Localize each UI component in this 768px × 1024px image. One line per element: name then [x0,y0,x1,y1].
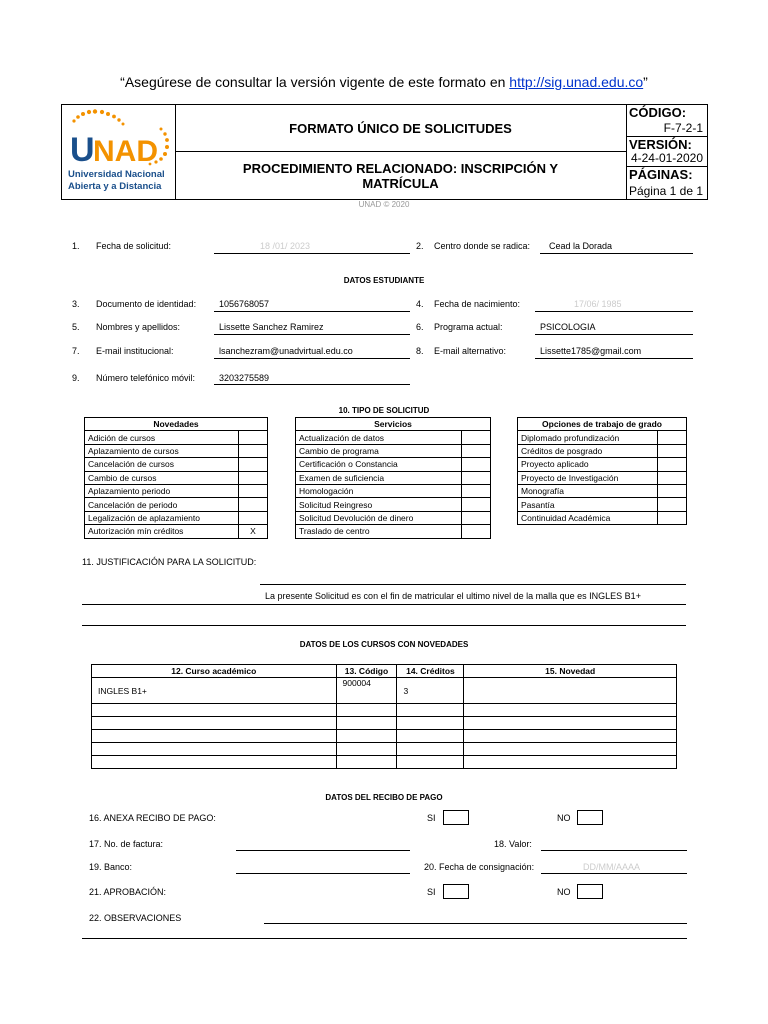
paginas-cell: PÁGINAS: Página 1 de 1 [628,167,703,198]
anexa-si-checkbox[interactable] [443,810,469,825]
opciones-row [518,431,687,444]
sig-link[interactable]: http://sig.unad.edu.co [509,74,644,90]
version-cell: VERSIÓN: 4-24-01-2020 [626,137,707,167]
opciones-row [518,498,687,511]
valor-label: 18. Valor: [494,839,532,849]
fecha-solicitud-label: Fecha de solicitud: [96,241,172,251]
cursos-cell[interactable] [92,743,337,756]
factura-field[interactable] [236,850,410,851]
cursos-table [91,664,677,769]
servicios-row [296,458,491,471]
cursos-cell[interactable] [336,717,397,730]
cursos-header-cell: 12. Curso académico [92,665,337,678]
telefono-value[interactable]: 3203275589 [219,373,270,383]
nacimiento-label: Fecha de nacimiento: [434,299,521,309]
opciones-row [518,471,687,484]
nombres-label: Nombres y apellidos: [96,322,181,332]
novedades-item-label: Autorización mín créditos [85,525,239,538]
fecha-solicitud-value[interactable]: 18 /01/ 2023 [260,241,311,251]
centro-label: Centro donde se radica: [434,241,531,251]
table-row [92,756,677,769]
cursos-title: DATOS DE LOS CURSOS CON NOVEDADES [299,640,469,649]
cursos-cell[interactable]: INGLES B1+ [92,678,337,704]
table-row [92,704,677,717]
cursos-cell[interactable] [397,743,464,756]
novedades-checkbox[interactable] [239,511,268,524]
valor-field[interactable] [541,850,687,851]
servicios-row [296,444,491,457]
opciones-item-label: Créditos de posgrado [518,444,658,457]
servicios-row [296,511,491,524]
opciones-row [518,444,687,457]
email-alt-value[interactable]: Lissette1785@gmail.com [540,346,642,356]
svg-text:NAD: NAD [93,135,158,168]
cursos-cell[interactable]: 3 [397,678,464,704]
novedades-checkbox[interactable] [239,484,268,497]
opciones-checkbox[interactable] [658,444,687,457]
servicios-item-label: Traslado de centro [296,525,462,538]
banco-label: 19. Banco: [89,862,133,872]
aprobacion-label: 21. APROBACIÓN: [89,887,167,897]
pago-title: DATOS DEL RECIBO DE PAGO [325,793,443,802]
novedades-item-label: Aplazamiento de cursos [85,444,239,457]
cursos-cell[interactable] [397,756,464,769]
svg-text:U: U [70,131,95,169]
version-value: 4-24-01-2020 [630,151,703,165]
table-row [92,730,677,743]
form-header [61,104,708,200]
paginas-value: Página 1 de 1 [628,184,703,198]
cursos-header-cell: 15. Novedad [464,665,677,678]
cursos-cell[interactable] [397,717,464,730]
servicios-row [296,471,491,484]
novedades-item-label: Cancelación de cursos [85,458,239,471]
novedades-item-label: Legalización de aplazamiento [85,511,239,524]
cursos-header-cell: 13. Código [336,665,397,678]
cursos-cell[interactable]: 900004 [336,678,397,704]
servicios-checkbox[interactable] [462,471,491,484]
novedades-row [85,525,268,538]
programa-value[interactable]: PSICOLOGIA [540,322,596,332]
cursos-cell[interactable] [92,756,337,769]
servicios-item-label: Certificación o Constancia [296,458,462,471]
codigo-value: F-7-2-1 [663,121,703,135]
version-notice: “Asegúrese de consultar la versión vigente de este formato en http://sig.unad.edu.co” [120,74,648,90]
servicios-checkbox[interactable] [462,511,491,524]
opciones-checkbox[interactable] [658,498,687,511]
servicios-item-label: Cambio de programa [296,444,462,457]
servicios-checkbox[interactable] [462,498,491,511]
email-inst-value[interactable]: lsanchezram@unadvirtual.edu.co [219,346,353,356]
novedades-item-label: Aplazamiento periodo [85,484,239,497]
servicios-item-label: Homologación [296,484,462,497]
email-inst-label: E-mail institucional: [96,346,174,356]
justificacion-text[interactable]: La presente Solicitud es con el fin de matricular el ultimo nivel de la malla que es INGLES B1+ [265,591,641,601]
servicios-row [296,484,491,497]
novedades-item-label: Cancelación de periodo [85,498,239,511]
cursos-cell[interactable] [397,730,464,743]
documento-value[interactable]: 1056768057 [219,299,270,309]
servicios-table: Servicios Actualización de datos Cambio de programa Certificación o Constancia Examen de suficiencia Homologación Solicitud Reingreso Solicitud Devolución de dinero Traslado de centro [295,417,491,539]
copyright: UNAD © 2020 [358,200,410,209]
servicios-row [296,431,491,444]
cursos-cell[interactable] [336,704,397,717]
novedades-item-label: Adición de cursos [85,431,239,444]
opciones-row [518,458,687,471]
cursos-cell[interactable] [336,730,397,743]
cursos-header-cell: 14. Créditos [397,665,464,678]
opciones-item-label: Proyecto aplicado [518,458,658,471]
novedades-row [85,498,268,511]
cursos-cell[interactable] [464,756,677,769]
opciones-checkbox[interactable] [658,471,687,484]
novedades-row [85,431,268,444]
codigo-cell: CÓDIGO: F-7-2-1 [626,105,707,137]
servicios-item-label: Examen de suficiencia [296,471,462,484]
programa-label: Programa actual: [434,322,503,332]
novedades-item-label: Cambio de cursos [85,471,239,484]
novedades-row [85,471,268,484]
nacimiento-value[interactable]: 17/06/ 1985 [574,299,622,309]
novedades-checkbox[interactable] [239,471,268,484]
anexa-no-checkbox[interactable] [577,810,603,825]
servicios-checkbox[interactable] [462,525,491,538]
email-alt-label: E-mail alternativo: [434,346,507,356]
justificacion-label: 11. JUSTIFICACIÓN PARA LA SOLICITUD: [82,557,257,567]
cursos-cell[interactable] [336,743,397,756]
table-row [92,678,677,704]
opciones-item-label: Pasantía [518,498,658,511]
cursos-cell[interactable] [464,678,677,704]
cursos-cell[interactable] [336,756,397,769]
cursos-cell[interactable] [92,730,337,743]
opciones-table: Opciones de trabajo de grado Diplomado profundización Créditos de posgrado Proyecto aplicado Proyecto de Investigación Monografía Pasantía Continuidad Académica [517,417,687,525]
novedades-row [85,484,268,497]
novedades-checkbox[interactable] [239,444,268,457]
opciones-checkbox[interactable] [658,431,687,444]
centro-value[interactable]: Cead la Dorada [549,241,613,251]
unad-logo-icon [62,105,175,199]
servicios-checkbox[interactable] [462,484,491,497]
table-row [92,717,677,730]
cursos-cell[interactable] [92,717,337,730]
observaciones-label: 22. OBSERVACIONES [89,913,182,923]
servicios-checkbox[interactable] [462,431,491,444]
novedades-table: Novedades Adición de cursos Aplazamiento de cursos Cancelación de cursos Cambio de cursos Aplazamiento periodo Cancelación de periodo Legalización de aplazamiento Autorización mín créditos X [84,417,268,539]
consignacion-label: 20. Fecha de consignación: [424,862,535,872]
opciones-item-label: Continuidad Académica [518,511,658,524]
servicios-item-label: Solicitud Reingreso [296,498,462,511]
cursos-cell[interactable] [464,743,677,756]
novedades-row [85,511,268,524]
observaciones-field[interactable] [264,923,687,924]
opciones-row [518,511,687,524]
consignacion-field[interactable]: DD/MM/AAAA [583,862,641,872]
novedades-checkbox[interactable] [239,498,268,511]
novedades-row [85,458,268,471]
opciones-checkbox[interactable] [658,511,687,524]
aprobacion-si-checkbox[interactable] [443,884,469,899]
aprobacion-no-checkbox[interactable] [577,884,603,899]
factura-label: 17. No. de factura: [89,839,164,849]
cursos-cell[interactable] [464,704,677,717]
telefono-label: Número telefónico móvil: [96,373,196,383]
novedades-checkbox[interactable] [239,431,268,444]
servicios-row [296,525,491,538]
cursos-cell[interactable] [92,704,337,717]
servicios-row [296,498,491,511]
nombres-value[interactable]: Lissette Sanchez Ramirez [219,322,324,332]
documento-label: Documento de identidad: [96,299,197,309]
cursos-cell[interactable] [397,704,464,717]
servicios-checkbox[interactable] [462,444,491,457]
form-title: FORMATO ÚNICO DE SOLICITUDES [175,105,626,152]
datos-estudiante-title: DATOS ESTUDIANTE [343,276,425,285]
novedades-checkbox[interactable]: X [239,525,268,538]
svg-text:Universidad Nacional: Universidad Nacional [68,169,165,180]
novedades-checkbox[interactable] [239,458,268,471]
tipo-solicitud-title: 10. TIPO DE SOLICITUD [338,406,430,415]
opciones-item-label: Diplomado profundización [518,431,658,444]
servicios-item-label: Actualización de datos [296,431,462,444]
novedades-row [85,444,268,457]
cursos-cell[interactable] [464,730,677,743]
anexa-recibo-label: 16. ANEXA RECIBO DE PAGO: [89,813,216,823]
table-row [92,743,677,756]
opciones-row [518,484,687,497]
svg-text:Abierta y a Distancia: Abierta y a Distancia [68,181,162,192]
procedure-title: PROCEDIMIENTO RELACIONADO: INSCRIPCIÓN Y MATRÍCULA [242,160,559,191]
opciones-checkbox[interactable] [658,458,687,471]
servicios-checkbox[interactable] [462,458,491,471]
cursos-cell[interactable] [464,717,677,730]
servicios-item-label: Solicitud Devolución de dinero [296,511,462,524]
banco-field[interactable] [236,873,410,874]
unad-logo [62,105,176,199]
opciones-checkbox[interactable] [658,484,687,497]
opciones-item-label: Proyecto de Investigación [518,471,658,484]
opciones-item-label: Monografía [518,484,658,497]
